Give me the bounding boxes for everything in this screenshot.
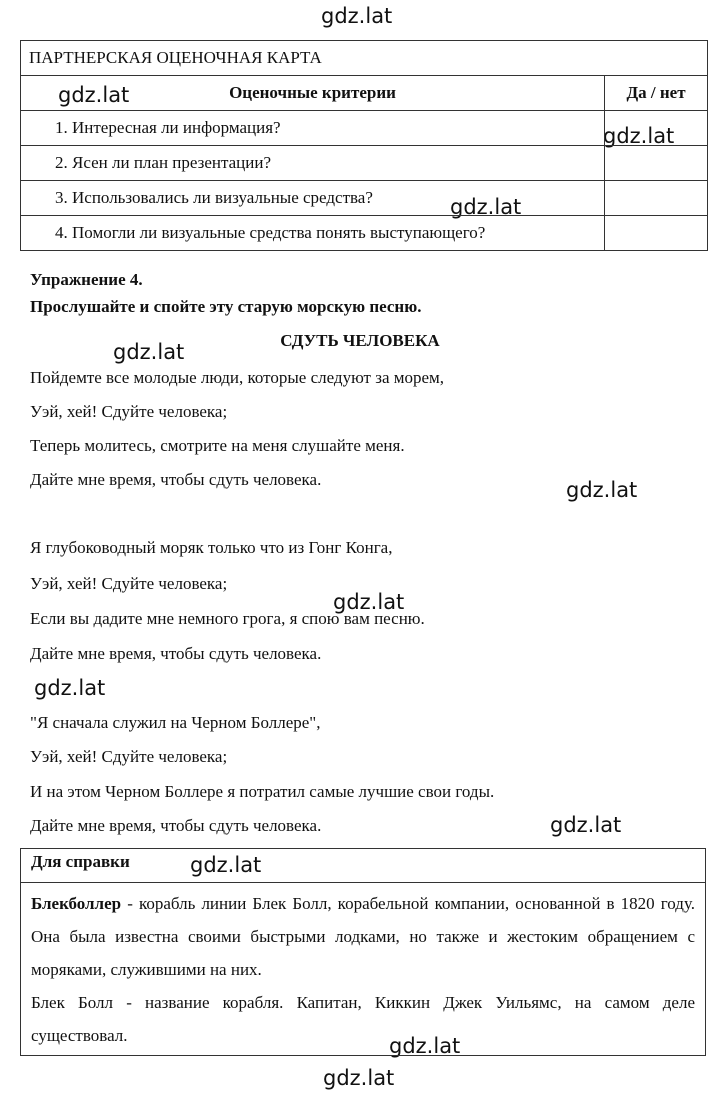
criteria-row [21, 111, 708, 146]
song-line: Я глубоководный моряк только что из Гонг Конга, [30, 538, 393, 557]
song-title: СДУТЬ ЧЕЛОВЕКА [280, 331, 440, 350]
watermark: gdz.lat [603, 124, 675, 148]
song-line: Уэй, хей! Сдуйте человека; [30, 402, 228, 421]
criteria-row [21, 181, 708, 216]
answer-cell [605, 181, 708, 216]
song-line: Уэй, хей! Сдуйте человека; [30, 747, 228, 766]
reference-definition-text: - корабль линии Блек Болл, корабельной компании, основанной в 1820 году. Она была известна своими быстрыми лодками, но также и жестоким обращением с моряками, служившими на них. [31, 894, 695, 979]
criteria-text: 4. Помогли ли визуальные средства понять выступающего? [21, 216, 605, 251]
answer-cell [605, 216, 708, 251]
watermark: gdz.lat [550, 813, 622, 837]
watermark: gdz.lat [450, 195, 522, 219]
criteria-text: 2. Ясен ли план презентации? [21, 146, 605, 181]
criteria-row [21, 146, 708, 181]
answer-cell [605, 111, 708, 146]
song-line: Дайте мне время, чтобы сдуть человека. [30, 470, 322, 489]
song-line: Пойдемте все молодые люди, которые следуют за морем, [30, 368, 445, 387]
song-line: "Я сначала служил на Черном Боллере", [30, 713, 321, 732]
reference-body [21, 883, 705, 1052]
criteria-row [21, 216, 708, 251]
criteria-text: 1. Интересная ли информация? [21, 111, 605, 146]
reference-box [20, 848, 706, 1056]
watermark: gdz.lat [190, 853, 262, 877]
song-line: Теперь молитесь, смотрите на меня слушайте меня. [30, 436, 405, 455]
song-line: И на этом Черном Боллере я потратил самые лучшие свои годы. [30, 782, 495, 801]
song-line: Дайте мне время, чтобы сдуть человека. [30, 816, 322, 835]
watermark: gdz.lat [58, 83, 130, 107]
criteria-text: 3. Использовались ли визуальные средства? [21, 181, 605, 216]
reference-term: Блекболлер [31, 894, 122, 913]
watermark: gdz.lat [113, 340, 185, 364]
answer-header: Да / нет [605, 76, 708, 111]
reference-definition [31, 887, 695, 986]
reference-note: Блек Болл - название корабля. Капитан, Киккин Джек Уильямс, на самом деле существовал. [31, 993, 695, 1045]
exercise-title: Упражнение 4. [30, 270, 143, 289]
song-line: Дайте мне время, чтобы сдуть человека. [30, 644, 322, 663]
watermark: gdz.lat [389, 1034, 461, 1058]
criteria-header: Оценочные критерии [21, 76, 605, 111]
exercise-instruction: Прослушайте и спойте эту старую морскую песню. [30, 297, 422, 316]
card-title: ПАРТНЕРСКАЯ ОЦЕНОЧНАЯ КАРТА [21, 41, 708, 76]
evaluation-card [20, 40, 708, 251]
watermark: gdz.lat [333, 590, 405, 614]
watermark: gdz.lat [323, 1066, 395, 1090]
watermark: gdz.lat [566, 478, 638, 502]
answer-cell [605, 146, 708, 181]
watermark: gdz.lat [34, 676, 106, 700]
song-line: Уэй, хей! Сдуйте человека; [30, 574, 228, 593]
song-line: Если вы дадите мне немного грога, я спою вам песню. [30, 609, 425, 628]
reference-title: Для справки [21, 849, 705, 883]
watermark: gdz.lat [321, 4, 393, 28]
